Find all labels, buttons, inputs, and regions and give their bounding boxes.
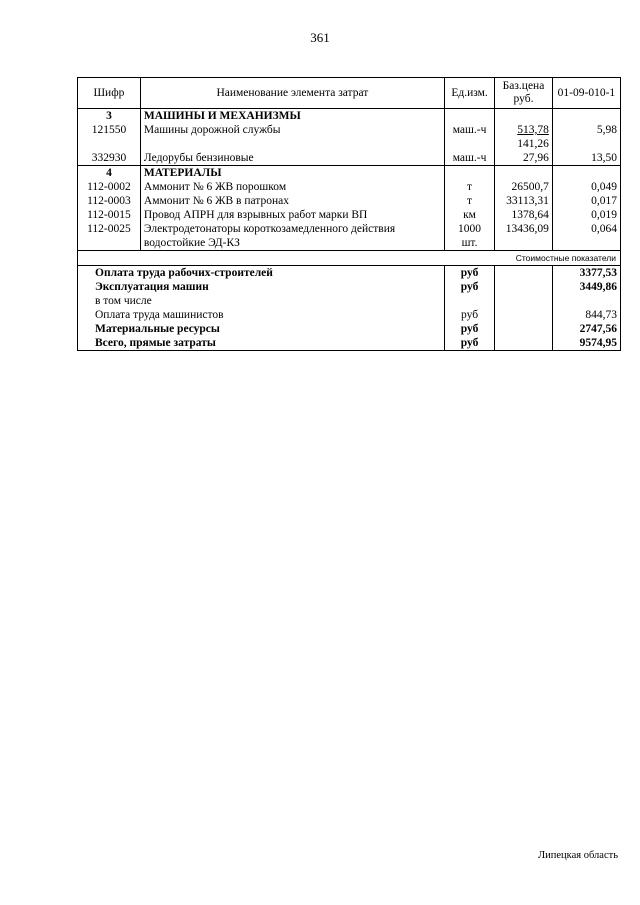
summary-label: Оплата труда машинистов	[78, 308, 445, 322]
summary-label: Оплата труда рабочих-строителей	[78, 266, 445, 281]
header-code: Шифр	[78, 78, 141, 109]
summary-unit: руб	[444, 280, 494, 294]
section-title: МАШИНЫ И МЕХАНИЗМЫ	[140, 109, 444, 124]
table-row	[78, 208, 621, 222]
row-name: Провод АПРН для взрывных работ марки ВП	[140, 208, 444, 222]
row-code: 112-0025	[78, 222, 141, 251]
section-row-materials	[78, 166, 621, 181]
summary-label: Всего, прямые затраты	[78, 336, 445, 351]
row-code: 112-0002	[78, 180, 141, 194]
row-price: 13436,09	[495, 222, 553, 251]
footer-region: Липецкая область	[538, 850, 618, 861]
row-value: 0,019	[552, 208, 620, 222]
cost-header: Стоимостные показатели	[78, 251, 621, 266]
table-row	[78, 123, 621, 151]
row-unit-line2: шт.	[461, 237, 478, 249]
row-unit: т	[444, 194, 494, 208]
table-row	[78, 194, 621, 208]
summary-value: 3449,86	[552, 280, 620, 294]
summary-unit: руб	[444, 266, 494, 281]
page-number: 361	[310, 30, 330, 45]
summary-row	[78, 322, 621, 336]
row-name: Ледорубы бензиновые	[140, 151, 444, 166]
row-value: 0,017	[552, 194, 620, 208]
row-unit: км	[444, 208, 494, 222]
summary-row	[78, 266, 621, 281]
section-title: МАТЕРИАЛЫ	[140, 166, 444, 181]
row-name-line1: Электродетонаторы короткозамедленного действия	[143, 223, 396, 235]
summary-unit: руб	[444, 336, 494, 351]
row-unit: т	[444, 180, 494, 194]
summary-row	[78, 308, 621, 322]
row-code: 332930	[78, 151, 141, 166]
header-base-price	[495, 78, 553, 109]
table-header-row	[78, 78, 621, 109]
summary-row	[78, 280, 621, 294]
row-unit	[444, 222, 494, 251]
summary-label: Эксплуатация машин	[78, 280, 445, 294]
row-value: 0,064	[552, 222, 620, 251]
row-unit: маш.-ч	[444, 151, 494, 166]
row-price: 26500,7	[495, 180, 553, 194]
row-name: Машины дорожной службы	[140, 123, 444, 151]
row-name: Аммонит № 6 ЖВ в патронах	[140, 194, 444, 208]
row-price: 27,96	[495, 151, 553, 166]
summary-value: 3377,53	[552, 266, 620, 281]
header-unit: Ед.изм.	[444, 78, 494, 109]
header-name: Наименование элемента затрат	[140, 78, 444, 109]
row-value: 0,049	[552, 180, 620, 194]
section-row-machines	[78, 109, 621, 124]
row-name	[140, 222, 444, 251]
summary-row	[78, 336, 621, 351]
table-row	[78, 222, 621, 251]
section-code: 3	[78, 109, 141, 124]
row-value: 13,50	[552, 151, 620, 166]
row-price: 33113,31	[495, 194, 553, 208]
table-row	[78, 180, 621, 194]
summary-value: 9574,95	[552, 336, 620, 351]
section-code: 4	[78, 166, 141, 181]
row-unit-line1: 1000	[458, 223, 482, 235]
row-code: 121550	[78, 123, 141, 151]
summary-label: Материальные ресурсы	[78, 322, 445, 336]
row-price	[495, 123, 553, 151]
cost-table	[77, 77, 621, 351]
summary-value: 844,73	[552, 308, 620, 322]
cost-header-row	[78, 251, 621, 266]
row-code: 112-0003	[78, 194, 141, 208]
row-name-line2: водостойкие ЭД-КЗ	[143, 237, 240, 249]
header-base-price-line2: руб.	[513, 93, 534, 105]
summary-unit: руб	[444, 308, 494, 322]
summary-value: 2747,56	[552, 322, 620, 336]
row-name: Аммонит № 6 ЖВ порошком	[140, 180, 444, 194]
row-price-secondary: 141,26	[517, 138, 549, 150]
row-unit: маш.-ч	[444, 123, 494, 151]
summary-row	[78, 294, 621, 308]
header-base-price-line1: Баз.цена	[502, 80, 545, 92]
row-value: 5,98	[552, 123, 620, 151]
summary-unit: руб	[444, 322, 494, 336]
row-price: 1378,64	[495, 208, 553, 222]
table-row	[78, 151, 621, 166]
header-norm-code: 01-09-010-1	[552, 78, 620, 109]
row-code: 112-0015	[78, 208, 141, 222]
summary-label: в том числе	[78, 294, 445, 308]
row-price-main: 513,78	[517, 124, 549, 136]
